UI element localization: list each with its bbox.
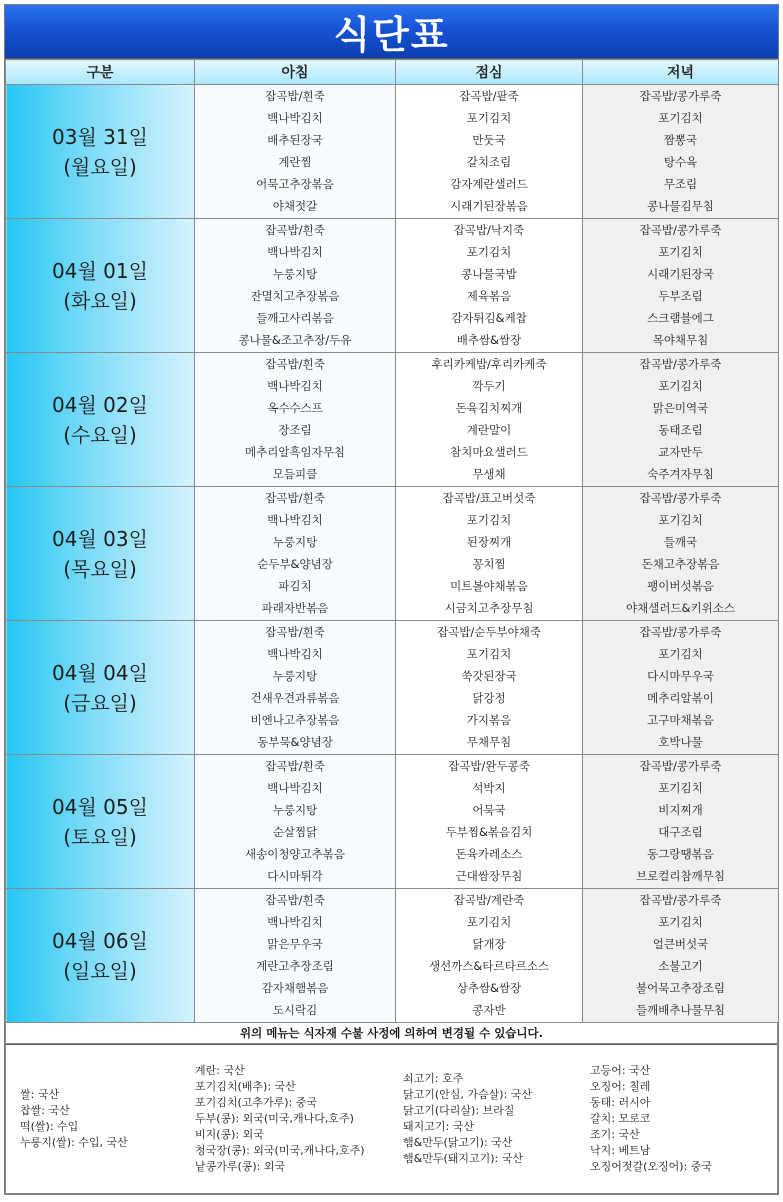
lunch-menu-item: 갈치조림 (466, 155, 512, 169)
breakfast-cell (195, 353, 396, 487)
origin-line: 돼지고기: 국산 (403, 1120, 474, 1133)
lunch-menu-item: 잡곡밥/계란죽 (453, 893, 525, 907)
breakfast-menu-item: 백나박김치 (267, 513, 323, 527)
lunch-item-list (396, 219, 582, 352)
lunch-menu-item: 된장찌개 (466, 535, 512, 549)
dinner-item-list (583, 353, 778, 486)
lunch-cell (396, 353, 583, 487)
day-weekday: (금요일) (63, 690, 137, 715)
lunch-menu-item: 닭개장 (472, 937, 506, 951)
breakfast-menu-item: 순살찜닭 (272, 825, 318, 839)
dinner-item-list (583, 621, 778, 754)
day-weekday: (화요일) (63, 288, 137, 313)
day-row (6, 353, 779, 487)
breakfast-item-list (195, 85, 395, 218)
lunch-cell (396, 85, 583, 219)
lunch-menu-item: 배추쌈&쌈장 (456, 333, 522, 347)
meal-table (5, 59, 779, 1023)
day-date: 04월 03일 (52, 526, 148, 551)
dinner-menu-item: 콩나물김무침 (647, 199, 714, 213)
dinner-menu-item: 들깨국 (663, 535, 698, 549)
lunch-menu-item: 잡곡밥/낙지죽 (453, 223, 525, 237)
origin-line: 갈치: 모로코 (590, 1112, 651, 1125)
lunch-cell (396, 889, 583, 1023)
dinner-menu-item: 두부조림 (658, 289, 703, 303)
origin-line: 닭고기(안심, 가슴살): 국산 (403, 1088, 533, 1101)
origin-line: 조기: 국산 (590, 1128, 640, 1141)
dinner-menu-item: 대구조림 (658, 825, 703, 839)
origin-line: 햄&만두(닭고기): 국산 (403, 1136, 513, 1149)
breakfast-menu-item: 백나박김치 (267, 245, 323, 259)
lunch-menu-item: 잡곡밥/표고버섯죽 (442, 491, 536, 505)
breakfast-menu-item: 백나박김치 (267, 647, 323, 661)
lunch-menu-item: 닭강정 (472, 691, 506, 705)
lunch-menu-item: 쑥갓된장국 (461, 669, 517, 683)
breakfast-menu-item: 감자채햄볶음 (261, 981, 329, 995)
dinner-menu-item: 포기김치 (658, 379, 703, 393)
breakfast-item-list (195, 621, 395, 754)
lunch-cell (396, 219, 583, 353)
day-cell (6, 353, 195, 487)
dinner-menu-item: 무조림 (663, 177, 698, 191)
dinner-menu-item: 포기김치 (658, 111, 703, 125)
day-cell (6, 889, 195, 1023)
lunch-menu-item: 잡곡밥/완두콩죽 (448, 759, 530, 773)
dinner-menu-item: 소불고기 (658, 959, 703, 973)
dinner-menu-item: 포기김치 (658, 513, 703, 527)
header-breakfast: 아침 (195, 60, 396, 85)
breakfast-item-list (195, 755, 395, 888)
dinner-cell (583, 219, 779, 353)
dinner-menu-item: 잡곡밥/콩가루죽 (639, 893, 722, 907)
day-weekday: (월요일) (63, 154, 137, 179)
breakfast-item-list (195, 889, 395, 1022)
breakfast-menu-item: 계란고추장조림 (256, 959, 334, 973)
page-title: 식단표 (333, 13, 450, 57)
breakfast-menu-item: 누룽지탕 (272, 669, 318, 683)
day-date: 04월 06일 (52, 928, 148, 953)
dinner-menu-item: 잡곡밥/콩가루죽 (639, 89, 722, 103)
lunch-menu-item: 시금치고추장무침 (444, 601, 534, 615)
day-cell (6, 621, 195, 755)
day-date: 04월 04일 (52, 660, 148, 685)
dinner-menu-item: 다시마무우국 (647, 669, 714, 683)
breakfast-menu-item: 누룽지탕 (272, 803, 318, 817)
lunch-cell (396, 487, 583, 621)
lunch-menu-item: 포기김치 (466, 915, 512, 929)
breakfast-menu-item: 잡곡밥/흰죽 (265, 625, 325, 639)
origin-line: 떡(쌀): 수입 (20, 1120, 79, 1133)
lunch-menu-item: 돈육김치찌개 (455, 401, 523, 415)
origin-line: 포기김치(배추): 국산 (195, 1080, 296, 1093)
breakfast-cell (195, 889, 396, 1023)
origin-line: 고등어: 국산 (590, 1064, 651, 1077)
lunch-menu-item: 시래기된장볶음 (450, 199, 528, 213)
dinner-menu-item: 동그랑땡볶음 (647, 847, 714, 861)
lunch-cell (396, 621, 583, 755)
dinner-menu-item: 팽이버섯볶음 (647, 579, 714, 593)
breakfast-menu-item: 메추리알흑임자무침 (245, 445, 345, 459)
origin-line: 찹쌀: 국산 (20, 1104, 70, 1117)
breakfast-cell (195, 487, 396, 621)
lunch-menu-item: 참치마요샐러드 (450, 445, 528, 459)
breakfast-menu-item: 들깨고사리볶음 (256, 311, 334, 325)
lunch-menu-item: 깍두기 (472, 379, 506, 393)
origin-column-soy (195, 1045, 403, 1193)
dinner-menu-item: 교자만두 (658, 445, 703, 459)
dinner-menu-item: 비지찌개 (658, 803, 703, 817)
dinner-menu-item: 고구마채볶음 (647, 713, 714, 727)
lunch-menu-item: 생선까스&타르타르소스 (428, 959, 550, 973)
lunch-menu-item: 석박지 (472, 781, 506, 795)
lunch-menu-item: 감자튀김&케찹 (451, 311, 527, 325)
breakfast-menu-item: 백나박김치 (267, 915, 323, 929)
lunch-menu-item: 상추쌈&쌈장 (456, 981, 522, 995)
dinner-menu-item: 들깨배추나물무침 (636, 1003, 725, 1017)
lunch-item-list (396, 755, 582, 888)
day-row (6, 755, 779, 889)
lunch-menu-item: 돈육카레소스 (455, 847, 523, 861)
meal-table-body (6, 85, 779, 1023)
header-category: 구분 (6, 60, 195, 85)
breakfast-menu-item: 잡곡밥/흰죽 (265, 893, 325, 907)
dinner-cell (583, 755, 779, 889)
origin-line: 계란: 국산 (195, 1064, 245, 1077)
header-row (6, 60, 779, 85)
lunch-menu-item: 어묵국 (472, 803, 506, 817)
breakfast-menu-item: 장조림 (278, 423, 312, 437)
menu-page (4, 4, 779, 1195)
breakfast-menu-item: 옥수수스프 (267, 401, 323, 415)
lunch-menu-item: 포기김치 (466, 513, 512, 527)
lunch-menu-item: 콩자반 (472, 1003, 506, 1017)
day-cell (6, 85, 195, 219)
dinner-menu-item: 브로컬리참깨무침 (636, 869, 725, 883)
breakfast-menu-item: 동부묵&양념장 (257, 735, 333, 749)
dinner-menu-item: 잡곡밥/콩가루죽 (639, 223, 722, 237)
lunch-item-list (396, 85, 582, 218)
breakfast-menu-item: 모듬피클 (272, 467, 318, 481)
day-cell (6, 487, 195, 621)
breakfast-item-list (195, 219, 395, 352)
breakfast-menu-item: 다시마튀각 (267, 869, 323, 883)
dinner-item-list (583, 889, 778, 1022)
dinner-menu-item: 잡곡밥/콩가루죽 (639, 491, 722, 505)
dinner-menu-item: 야채샐러드&키위소스 (626, 601, 735, 615)
breakfast-cell (195, 219, 396, 353)
lunch-item-list (396, 621, 582, 754)
dinner-cell (583, 353, 779, 487)
breakfast-menu-item: 잡곡밥/흰죽 (265, 759, 325, 773)
dinner-menu-item: 얼큰버섯국 (652, 937, 709, 951)
breakfast-cell (195, 85, 396, 219)
origin-line: 오징어: 칠레 (590, 1080, 651, 1093)
breakfast-menu-item: 잡곡밥/흰죽 (265, 357, 325, 371)
lunch-item-list (396, 889, 582, 1022)
day-date: 04월 02일 (52, 392, 148, 417)
origin-line: 청국장(콩): 외국(미국,캐나다,호주) (195, 1144, 365, 1157)
breakfast-cell (195, 755, 396, 889)
dinner-item-list (583, 487, 778, 620)
dinner-menu-item: 잡곡밥/콩가루죽 (639, 759, 722, 773)
origin-info (5, 1044, 778, 1194)
breakfast-menu-item: 야채젓갈 (272, 199, 318, 213)
dinner-menu-item: 잡곡밥/콩가루죽 (639, 625, 722, 639)
breakfast-menu-item: 누룽지탕 (272, 535, 318, 549)
origin-line: 누룽지(쌀): 수입, 국산 (20, 1136, 128, 1149)
lunch-menu-item: 계란말이 (466, 423, 512, 437)
breakfast-menu-item: 잡곡밥/흰죽 (265, 491, 325, 505)
day-row (6, 85, 779, 219)
breakfast-menu-item: 배추된장국 (267, 133, 323, 147)
lunch-menu-item: 꽁치찜 (472, 557, 506, 571)
day-date: 03월 31일 (52, 124, 148, 149)
lunch-menu-item: 제육볶음 (466, 289, 512, 303)
lunch-menu-item: 포기김치 (466, 647, 512, 661)
lunch-menu-item: 콩나물국밥 (461, 267, 517, 281)
lunch-menu-item: 두부찜&볶음김치 (445, 825, 533, 839)
lunch-menu-item: 포기김치 (466, 245, 512, 259)
breakfast-menu-item: 파래자반볶음 (261, 601, 329, 615)
breakfast-menu-item: 콩나물&조고추장/두유 (238, 333, 352, 347)
breakfast-menu-item: 순두부&양념장 (257, 557, 333, 571)
breakfast-item-list (195, 487, 395, 620)
day-weekday: (수요일) (63, 422, 137, 447)
day-row (6, 889, 779, 1023)
origin-line: 햄&만두(돼지고기): 국산 (403, 1152, 523, 1165)
breakfast-menu-item: 파김치 (278, 579, 312, 593)
dinner-item-list (583, 755, 778, 888)
change-notice: 위의 메뉴는 식자재 수불 사정에 의하여 변경될 수 있습니다. (5, 1023, 778, 1044)
day-cell (6, 755, 195, 889)
breakfast-item-list (195, 353, 395, 486)
lunch-menu-item: 포기김치 (466, 111, 512, 125)
breakfast-menu-item: 건새우견과류볶음 (250, 691, 340, 705)
breakfast-menu-item: 계란찜 (278, 155, 312, 169)
breakfast-menu-item: 잡곡밥/흰죽 (265, 223, 325, 237)
origin-column-grains (6, 1045, 195, 1193)
origin-column-meat (403, 1045, 590, 1193)
lunch-item-list (396, 487, 582, 620)
dinner-menu-item: 짬뽕국 (663, 133, 698, 147)
dinner-menu-item: 숙주겨자무침 (647, 467, 714, 481)
breakfast-menu-item: 새송이청양고추볶음 (245, 847, 345, 861)
dinner-item-list (583, 219, 778, 352)
lunch-menu-item: 후리카케밥/후리카케죽 (431, 357, 547, 371)
lunch-menu-item: 근대쌈장무침 (455, 869, 523, 883)
origin-column-fish (590, 1045, 770, 1193)
dinner-menu-item: 맑은미역국 (652, 401, 709, 415)
dinner-menu-item: 목야채무침 (652, 333, 709, 347)
day-cell (6, 219, 195, 353)
title-banner (5, 5, 778, 59)
breakfast-menu-item: 백나박김치 (267, 111, 323, 125)
day-weekday: (일요일) (63, 958, 137, 983)
dinner-menu-item: 시래기된장국 (647, 267, 714, 281)
day-row (6, 487, 779, 621)
origin-line: 포기김치(고추가루): 중국 (195, 1096, 318, 1109)
dinner-menu-item: 동태조림 (658, 423, 703, 437)
dinner-menu-item: 호박나물 (658, 735, 703, 749)
dinner-menu-item: 포기김치 (658, 245, 703, 259)
origin-line: 두부(콩): 외국(미국,캐나다,호주) (195, 1112, 354, 1125)
day-date: 04월 05일 (52, 794, 148, 819)
dinner-cell (583, 621, 779, 755)
breakfast-menu-item: 비엔나고추장볶음 (250, 713, 340, 727)
dinner-menu-item: 탕수육 (663, 155, 698, 169)
lunch-menu-item: 감자계란샐러드 (450, 177, 528, 191)
header-lunch: 점심 (396, 60, 583, 85)
lunch-cell (396, 755, 583, 889)
dinner-menu-item: 잡곡밥/콩가루죽 (639, 357, 722, 371)
dinner-menu-item: 돈채고추장볶음 (641, 557, 720, 571)
dinner-cell (583, 487, 779, 621)
header-dinner: 저녁 (583, 60, 779, 85)
dinner-menu-item: 포기김치 (658, 781, 703, 795)
lunch-menu-item: 잡곡밥/순두부야채죽 (437, 625, 541, 639)
lunch-menu-item: 가지볶음 (466, 713, 512, 727)
origin-line: 닭고기(다리살): 브라질 (403, 1104, 515, 1117)
origin-line: 오징어젓갈(오징어): 중국 (590, 1160, 713, 1173)
dinner-menu-item: 포기김치 (658, 915, 703, 929)
breakfast-menu-item: 누룽지탕 (272, 267, 318, 281)
breakfast-menu-item: 백나박김치 (267, 781, 323, 795)
origin-line: 쇠고기: 호주 (403, 1072, 464, 1085)
origin-line: 낙지: 베트남 (590, 1144, 651, 1157)
dinner-menu-item: 메추리알볶이 (647, 691, 714, 705)
breakfast-menu-item: 백나박김치 (267, 379, 323, 393)
dinner-menu-item: 불어묵고추장조림 (636, 981, 725, 995)
dinner-cell (583, 889, 779, 1023)
origin-line: 쌀: 국산 (20, 1088, 60, 1101)
origin-line: 비지(콩): 외국 (195, 1128, 264, 1141)
day-row (6, 621, 779, 755)
lunch-menu-item: 무채무침 (466, 735, 512, 749)
breakfast-cell (195, 621, 396, 755)
dinner-item-list (583, 85, 778, 218)
breakfast-menu-item: 맑은무우국 (267, 937, 323, 951)
origin-line: 동태: 러시아 (590, 1096, 651, 1109)
lunch-item-list (396, 353, 582, 486)
lunch-menu-item: 만둣국 (472, 133, 506, 147)
breakfast-menu-item: 도시락김 (272, 1003, 318, 1017)
dinner-menu-item: 스크램블에그 (647, 311, 714, 325)
breakfast-menu-item: 잔멸치고추장볶음 (250, 289, 340, 303)
breakfast-menu-item: 어묵고추장볶음 (256, 177, 334, 191)
origin-line: 낱콩가루(콩): 외국 (195, 1160, 286, 1173)
day-weekday: (토요일) (63, 824, 137, 849)
dinner-cell (583, 85, 779, 219)
day-weekday: (목요일) (63, 556, 137, 581)
day-row (6, 219, 779, 353)
day-date: 04월 01일 (52, 258, 148, 283)
lunch-menu-item: 무생채 (472, 467, 506, 481)
breakfast-menu-item: 잡곡밥/흰죽 (265, 89, 325, 103)
lunch-menu-item: 잡곡밥/팥죽 (459, 89, 519, 103)
dinner-menu-item: 포기김치 (658, 647, 703, 661)
lunch-menu-item: 미트볼야채볶음 (450, 579, 528, 593)
